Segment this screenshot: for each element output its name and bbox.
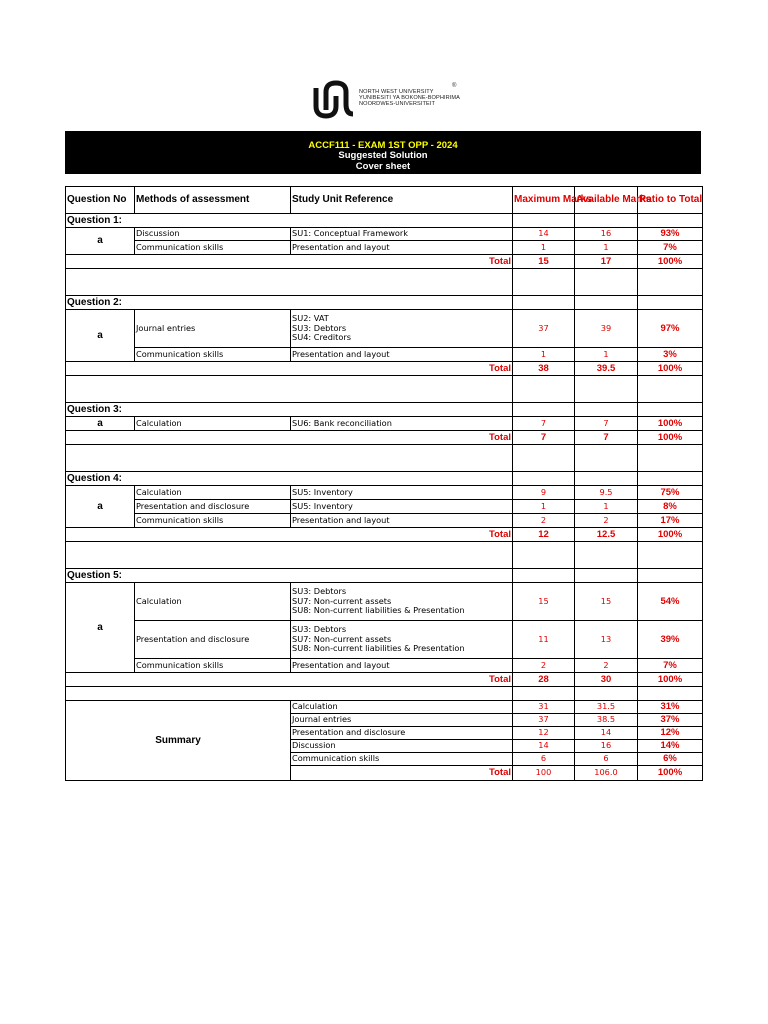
ratio-cell: 75% (638, 486, 703, 500)
registered-mark: ® (452, 83, 457, 89)
header-question-no: Question No (66, 187, 135, 214)
table-row (66, 583, 703, 621)
logo-line-2: YUNIBESITI YA BOKONE-BOPHIRIMA (359, 95, 461, 102)
available-marks-cell: 2 (575, 659, 638, 673)
max-marks-cell: 1 (513, 348, 575, 362)
ratio-cell: 8% (638, 500, 703, 514)
table-row (66, 241, 703, 255)
max-marks-cell: 15 (513, 583, 575, 621)
method-cell: Calculation (135, 583, 291, 621)
max-marks-cell: 1 (513, 500, 575, 514)
available-marks-cell: 2 (575, 514, 638, 528)
study-unit-line: SU8: Non-current liabilities & Presentation (292, 643, 465, 654)
max-marks-cell: 2 (513, 514, 575, 528)
ratio-cell: 31% (638, 701, 703, 714)
question-2-title: Question 2: (66, 296, 513, 310)
question-5-title-row (66, 569, 703, 583)
header-ratio: Ratio to Total (638, 187, 703, 214)
spacer-row (66, 269, 703, 296)
question-4-sub: a (66, 486, 135, 528)
ratio-cell: 54% (638, 583, 703, 621)
max-marks-cell: 11 (513, 621, 575, 659)
study-unit-cell: Presentation and layout (291, 241, 513, 255)
total-available-marks: 39.5 (575, 362, 638, 376)
method-cell: Presentation and disclosure (135, 621, 291, 659)
summary-method-cell: Discussion (291, 740, 513, 753)
total-available-marks: 17 (575, 255, 638, 269)
ratio-cell: 37% (638, 714, 703, 727)
method-cell: Communication skills (135, 348, 291, 362)
ratio-cell: 39% (638, 621, 703, 659)
total-max-marks: 38 (513, 362, 575, 376)
logo-line-1: NORTH WEST UNIVERSITY (359, 89, 434, 95)
method-cell: Communication skills (135, 659, 291, 673)
available-marks-cell: 38.5 (575, 714, 638, 727)
study-unit-cell (291, 310, 513, 348)
ratio-cell: 3% (638, 348, 703, 362)
total-available-marks: 30 (575, 673, 638, 687)
question-2-sub: a (66, 310, 135, 362)
question-1-total-row (66, 255, 703, 269)
summary-method-cell: Calculation (291, 701, 513, 714)
available-marks-cell: 13 (575, 621, 638, 659)
total-ratio: 100% (638, 528, 703, 542)
available-marks-cell: 1 (575, 241, 638, 255)
method-cell: Presentation and disclosure (135, 500, 291, 514)
total-label: Total (66, 362, 513, 376)
available-marks-cell: 6 (575, 753, 638, 766)
total-ratio: 100% (638, 766, 703, 781)
header-available-marks: Available Marks (575, 187, 638, 214)
total-label: Total (66, 528, 513, 542)
method-cell: Calculation (135, 417, 291, 431)
total-label: Total (291, 766, 513, 781)
study-unit-cell: Presentation and layout (291, 348, 513, 362)
ratio-cell: 17% (638, 514, 703, 528)
title-banner (65, 131, 701, 174)
study-unit-cell (291, 583, 513, 621)
table-row (66, 486, 703, 500)
available-marks-cell: 1 (575, 500, 638, 514)
question-3-sub: a (66, 417, 135, 431)
max-marks-cell: 9 (513, 486, 575, 500)
method-cell: Calculation (135, 486, 291, 500)
total-max-marks: 12 (513, 528, 575, 542)
table-row (66, 514, 703, 528)
total-ratio: 100% (638, 362, 703, 376)
question-5-total-row (66, 673, 703, 687)
study-unit-line: SU2: VAT (292, 313, 329, 324)
question-5-title: Question 5: (66, 569, 513, 583)
study-unit-line: SU3: Debtors (292, 322, 347, 333)
max-marks-cell: 12 (513, 727, 575, 740)
university-logo (313, 80, 473, 120)
method-cell: Communication skills (135, 241, 291, 255)
max-marks-cell: 37 (513, 714, 575, 727)
ratio-cell: 14% (638, 740, 703, 753)
study-unit-cell: SU6: Bank reconciliation (291, 417, 513, 431)
max-marks-cell: 1 (513, 241, 575, 255)
logo-text (359, 89, 460, 108)
total-label: Total (66, 431, 513, 445)
spacer-row (66, 542, 703, 569)
table-row (66, 701, 703, 714)
study-unit-cell: SU5: Inventory (291, 486, 513, 500)
total-label: Total (66, 255, 513, 269)
spacer-row (66, 376, 703, 403)
question-2-total-row (66, 362, 703, 376)
ratio-cell: 97% (638, 310, 703, 348)
total-ratio: 100% (638, 431, 703, 445)
total-available-marks: 7 (575, 431, 638, 445)
max-marks-cell: 7 (513, 417, 575, 431)
max-marks-cell: 14 (513, 228, 575, 241)
summary-method-cell: Communication skills (291, 753, 513, 766)
ratio-cell: 7% (638, 659, 703, 673)
summary-method-cell: Presentation and disclosure (291, 727, 513, 740)
question-3-total-row (66, 431, 703, 445)
logo-line-3: NOORDWES-UNIVERSITEIT (359, 101, 436, 108)
available-marks-cell: 9.5 (575, 486, 638, 500)
banner-subtitle: Suggested Solution (338, 150, 428, 162)
question-5-sub: a (66, 583, 135, 673)
available-marks-cell: 14 (575, 727, 638, 740)
total-ratio: 100% (638, 673, 703, 687)
header-study-unit: Study Unit Reference (291, 187, 513, 214)
max-marks-cell: 2 (513, 659, 575, 673)
available-marks-cell: 31.5 (575, 701, 638, 714)
total-max-marks: 7 (513, 431, 575, 445)
table-row (66, 417, 703, 431)
max-marks-cell: 37 (513, 310, 575, 348)
available-marks-cell: 39 (575, 310, 638, 348)
nwu-emblem-icon (313, 80, 357, 120)
table-row (66, 348, 703, 362)
max-marks-cell: 6 (513, 753, 575, 766)
available-marks-cell: 1 (575, 348, 638, 362)
ratio-cell: 6% (638, 753, 703, 766)
ratio-cell: 100% (638, 417, 703, 431)
question-3-title-row (66, 403, 703, 417)
question-4-title: Question 4: (66, 472, 513, 486)
marks-table (65, 186, 703, 781)
table-row (66, 228, 703, 241)
question-1-title: Question 1: (66, 214, 513, 228)
question-3-title: Question 3: (66, 403, 513, 417)
study-unit-line: SU3: Debtors (292, 586, 347, 597)
study-unit-line: SU7: Non-current assets (292, 595, 392, 606)
table-row (66, 659, 703, 673)
study-unit-line: SU3: Debtors (292, 624, 347, 635)
available-marks-cell: 16 (575, 228, 638, 241)
study-unit-cell: SU1: Conceptual Framework (291, 228, 513, 241)
question-4-title-row (66, 472, 703, 486)
table-row (66, 500, 703, 514)
max-marks-cell: 31 (513, 701, 575, 714)
question-1-title-row (66, 214, 703, 228)
available-marks-cell: 7 (575, 417, 638, 431)
total-ratio: 100% (638, 255, 703, 269)
study-unit-cell: Presentation and layout (291, 514, 513, 528)
study-unit-line: SU4: Creditors (292, 332, 352, 343)
header-row (66, 187, 703, 214)
header-max-marks: Maximum Marks (513, 187, 575, 214)
summary-method-cell: Journal entries (291, 714, 513, 727)
table-row (66, 621, 703, 659)
max-marks-cell: 14 (513, 740, 575, 753)
header-methods: Methods of assessment (135, 187, 291, 214)
total-max-marks: 28 (513, 673, 575, 687)
question-1-sub: a (66, 228, 135, 255)
total-max-marks: 15 (513, 255, 575, 269)
study-unit-cell (291, 621, 513, 659)
ratio-cell: 93% (638, 228, 703, 241)
total-max-marks: 100 (513, 766, 575, 781)
study-unit-line: SU8: Non-current liabilities & Presentation (292, 605, 465, 616)
question-2-title-row (66, 296, 703, 310)
ratio-cell: 7% (638, 241, 703, 255)
table-row (66, 310, 703, 348)
study-unit-cell: Presentation and layout (291, 659, 513, 673)
method-cell: Discussion (135, 228, 291, 241)
total-available-marks: 12.5 (575, 528, 638, 542)
spacer-row (66, 687, 703, 701)
available-marks-cell: 15 (575, 583, 638, 621)
exam-title: ACCF111 - EXAM 1ST OPP - 2024 (308, 140, 458, 151)
question-4-total-row (66, 528, 703, 542)
method-cell: Communication skills (135, 514, 291, 528)
total-label: Total (66, 673, 513, 687)
method-cell: Journal entries (135, 310, 291, 348)
banner-cover-sheet: Cover sheet (355, 160, 411, 172)
total-available-marks: 106.0 (575, 766, 638, 781)
study-unit-line: SU7: Non-current assets (292, 633, 392, 644)
summary-label: Summary (66, 701, 291, 781)
spacer-row (66, 445, 703, 472)
ratio-cell: 12% (638, 727, 703, 740)
study-unit-cell: SU5: Inventory (291, 500, 513, 514)
available-marks-cell: 16 (575, 740, 638, 753)
